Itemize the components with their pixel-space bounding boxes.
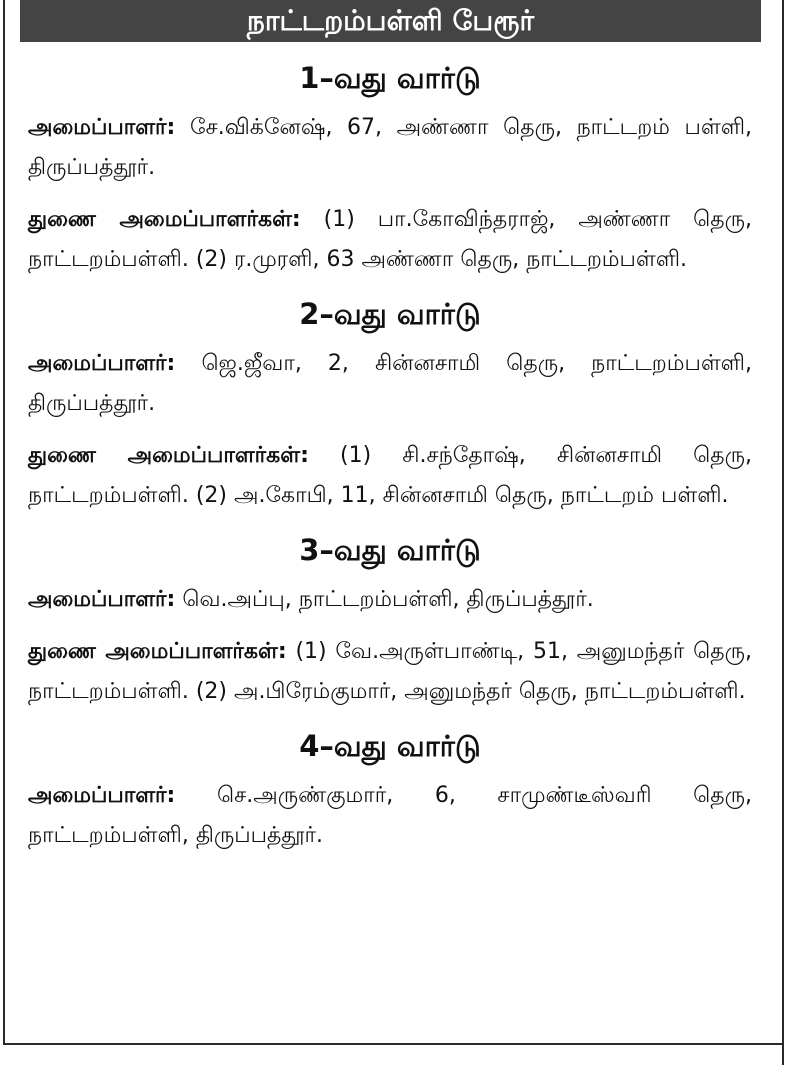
section-banner: நாட்டறம்பள்ளி பேரூர் — [20, 0, 761, 42]
ward-1-heading: 1–வது வார்டு — [299, 61, 481, 95]
organizer-label: அமைப்பாளர்: — [28, 587, 176, 612]
ward-1-organizer — [28, 108, 752, 188]
frame-left-border — [3, 0, 5, 1045]
organizer-label: அமைப்பாளர்: — [28, 351, 176, 376]
ward-4-section — [28, 724, 752, 856]
deputies-details: (1) பா.கோவிந்தராஜ், அண்ணா தெரு, நாட்டறம்பள்ளி. (2) ர.முரளி, 63 அண்ணா தெரு, நாட்டறம்பள்ளி. — [28, 207, 752, 272]
deputies-label: துணை அமைப்பாளர்கள்: — [28, 443, 309, 468]
frame-right-border — [782, 0, 784, 1065]
ward-3-deputies — [28, 632, 752, 712]
deputies-details: (1) வே.அருள்பாண்டி, 51, அனுமந்தர் தெரு, நாட்டறம்பள்ளி. (2) அ.பிரேம்குமார், அனுமந்தர் தெரு, நாட்டறம்பள்ளி. — [28, 639, 752, 704]
ward-1-section — [28, 56, 752, 280]
ward-3-heading: 3–வது வார்டு — [299, 533, 481, 567]
organizer-details: ஜெ.ஜீவா, 2, சின்னசாமி தெரு, நாட்டறம்பள்ளி, திருப்பத்தூர். — [28, 351, 752, 416]
ward-4-organizer — [28, 776, 752, 856]
organizer-details: செ.அருண்குமார், 6, சாமுண்டீஸ்வரி தெரு, நாட்டறம்பள்ளி, திருப்பத்தூர். — [28, 783, 753, 848]
organizer-label: அமைப்பாளர்: — [28, 783, 176, 808]
ward-1-deputies — [28, 200, 752, 280]
ward-3-section — [28, 528, 752, 712]
frame-bottom-border — [3, 1043, 784, 1045]
ward-2-section — [28, 292, 752, 516]
ward-2-deputies — [28, 436, 752, 516]
ward-2-heading: 2–வது வார்டு — [299, 297, 481, 331]
ward-3-organizer — [28, 580, 752, 620]
deputies-label: துணை அமைப்பாளர்கள்: — [28, 639, 287, 664]
organizer-details: சே.விக்னேஷ், 67, அண்ணா தெரு, நாட்டறம் பள்ளி, திருப்பத்தூர். — [28, 115, 753, 180]
ward-2-organizer — [28, 344, 752, 424]
deputies-label: துணை அமைப்பாளர்கள்: — [28, 207, 301, 232]
article-body — [28, 56, 752, 868]
deputies-details: (1) சி.சந்தோஷ், சின்னசாமி தெரு, நாட்டறம்பள்ளி. (2) அ.கோபி, 11, சின்னசாமி தெரு, நாட்டறம் பள்ளி. — [28, 443, 752, 508]
ward-4-heading: 4–வது வார்டு — [299, 729, 481, 763]
organizer-details: வெ.அப்பு, நாட்டறம்பள்ளி, திருப்பத்தூர். — [182, 587, 594, 612]
organizer-label: அமைப்பாளர்: — [28, 115, 176, 140]
